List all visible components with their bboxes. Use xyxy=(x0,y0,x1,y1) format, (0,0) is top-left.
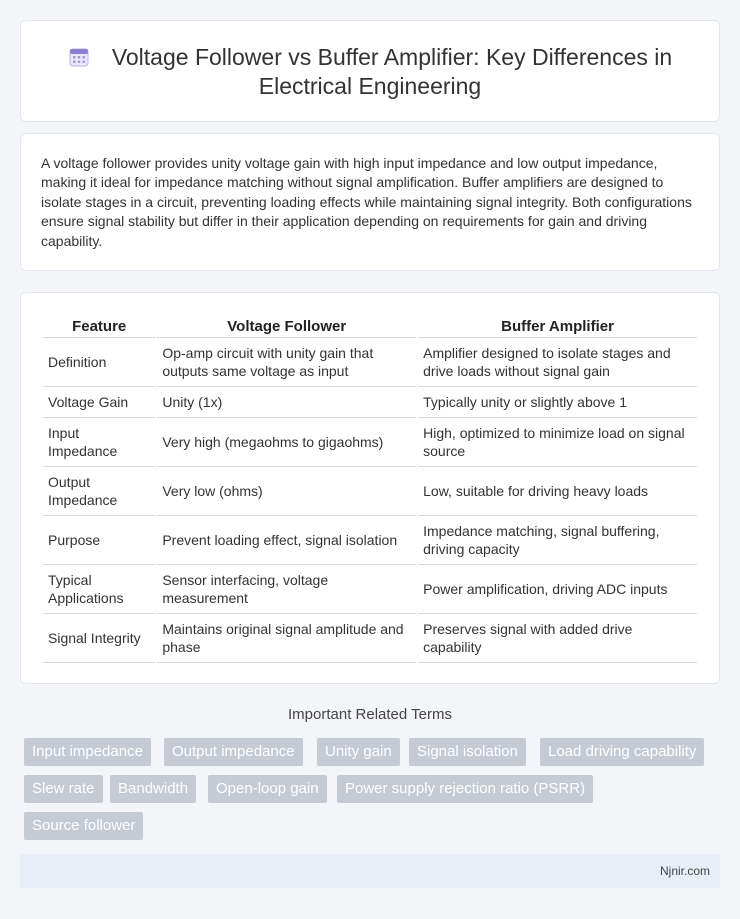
row-feature: Purpose xyxy=(43,516,155,565)
row-feature: Signal Integrity xyxy=(43,614,155,663)
comparison-table xyxy=(41,316,699,663)
page-title xyxy=(51,43,689,101)
comparison-table-card xyxy=(20,292,720,684)
table-row xyxy=(43,338,697,387)
footer-site-name[interactable]: Njnir.com xyxy=(659,864,710,878)
row-voltage-follower: Very low (ohms) xyxy=(157,467,416,516)
row-feature: Output Impedance xyxy=(43,467,155,516)
footer xyxy=(20,854,720,888)
related-term-tag[interactable]: Input impedance xyxy=(24,738,151,766)
table-row xyxy=(43,565,697,614)
row-voltage-follower: Very high (megaohms to gigaohms) xyxy=(157,418,416,467)
title-card xyxy=(20,20,720,122)
related-term-tag[interactable]: Bandwidth xyxy=(110,775,196,803)
row-buffer-amplifier: Typically unity or slightly above 1 xyxy=(418,387,697,418)
related-terms-heading: Important Related Terms xyxy=(288,706,452,723)
row-feature: Voltage Gain xyxy=(43,387,155,418)
table-row xyxy=(43,387,697,418)
row-buffer-amplifier: High, optimized to minimize load on signal source xyxy=(418,418,697,467)
row-buffer-amplifier: Amplifier designed to isolate stages and drive loads without signal gain xyxy=(418,338,697,387)
related-term-tag[interactable]: Slew rate xyxy=(24,775,103,803)
row-voltage-follower: Unity (1x) xyxy=(157,387,416,418)
row-buffer-amplifier: Preserves signal with added drive capability xyxy=(418,614,697,663)
calendar-icon xyxy=(68,46,90,68)
row-buffer-amplifier: Impedance matching, signal buffering, driving capacity xyxy=(418,516,697,565)
page-title-text: Voltage Follower vs Buffer Amplifier: Key Differences in Electrical Engineering xyxy=(111,44,673,99)
related-term-tag[interactable]: Open-loop gain xyxy=(208,775,327,803)
table-header-row xyxy=(43,316,697,338)
row-feature: Input Impedance xyxy=(43,418,155,467)
row-voltage-follower: Sensor interfacing, voltage measurement xyxy=(157,565,416,614)
table-row xyxy=(43,516,697,565)
row-buffer-amplifier: Low, suitable for driving heavy loads xyxy=(418,467,697,516)
row-voltage-follower: Maintains original signal amplitude and phase xyxy=(157,614,416,663)
table-row xyxy=(43,418,697,467)
related-term-tag[interactable]: Output impedance xyxy=(164,738,303,766)
related-term-tag[interactable]: Power supply rejection ratio (PSRR) xyxy=(337,775,593,803)
row-feature: Typical Applications xyxy=(43,565,155,614)
intro-paragraph: A voltage follower provides unity voltage gain with high input impedance and low output impedance, making it ideal for impedance matching without signal amplification. Buffer amplifiers are designed to isolate stages in a circuit, preventing loading effects while maintaining signal integrity. Both configurations ensure signal stability but differ in their application depending on requirements for gain and driving capability. xyxy=(41,155,692,249)
related-term-tag[interactable]: Unity gain xyxy=(317,738,400,766)
header-feature: Feature xyxy=(43,316,155,338)
related-term-tag[interactable]: Load driving capability xyxy=(540,738,704,766)
header-voltage-follower: Voltage Follower xyxy=(157,316,416,338)
intro-card xyxy=(20,133,720,271)
table-row xyxy=(43,614,697,663)
related-term-tag[interactable]: Signal isolation xyxy=(409,738,526,766)
row-buffer-amplifier: Power amplification, driving ADC inputs xyxy=(418,565,697,614)
related-term-tag[interactable]: Source follower xyxy=(24,812,143,840)
row-voltage-follower: Prevent loading effect, signal isolation xyxy=(157,516,416,565)
table-row xyxy=(43,467,697,516)
row-feature: Definition xyxy=(43,338,155,387)
row-voltage-follower: Op-amp circuit with unity gain that outputs same voltage as input xyxy=(157,338,416,387)
header-buffer-amplifier: Buffer Amplifier xyxy=(418,316,697,338)
